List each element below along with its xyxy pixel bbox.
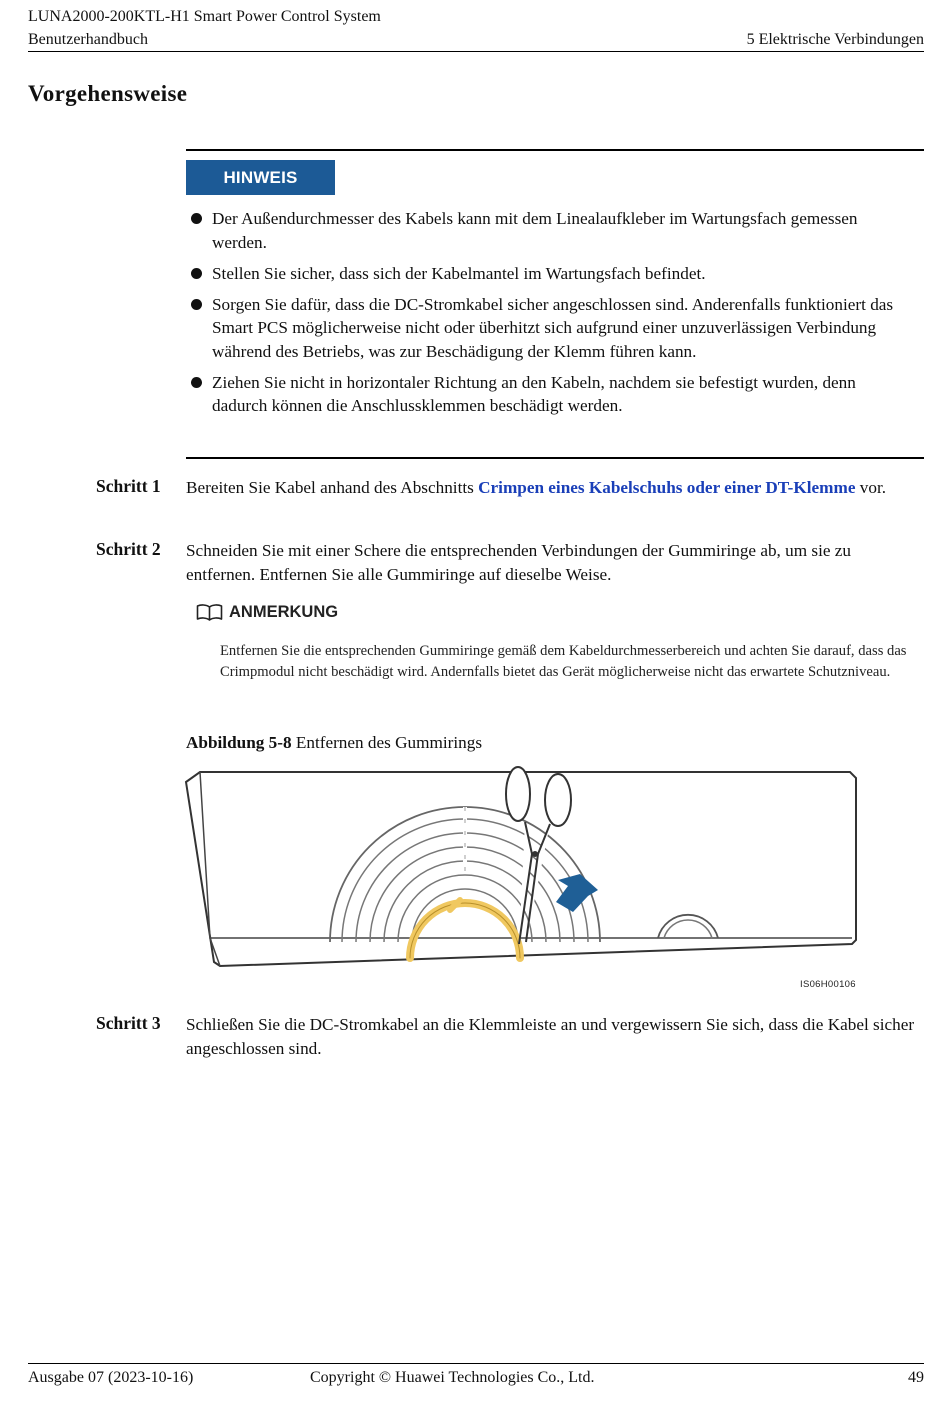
step-1-label: Schritt 1 bbox=[96, 476, 161, 496]
notice-bottom-rule bbox=[186, 457, 924, 459]
step-1-text-after: vor. bbox=[855, 478, 887, 497]
step-1-text-before: Bereiten Sie Kabel anhand des Abschnitts bbox=[186, 478, 479, 497]
list-item-text: Sorgen Sie dafür, dass die DC-Stromkabel sicher angeschlossen sind. Anderenfalls funktioniert das Smart PCS möglicherweise nicht oder überhitzt sich aufgrund einer unzuverlässigen Verbindung während des Betriebs, was zur Beschädigung der Klemm führen kann. bbox=[212, 294, 894, 361]
rubber-ring-removal-figure bbox=[180, 762, 870, 1002]
notice-top-rule bbox=[186, 149, 924, 151]
note-text: Entfernen Sie die entsprechenden Gummiringe gemäß dem Kabeldurchmesserbereich und achten Sie darauf, dass das Crimpmodul nicht beschädigt wird. Andernfalls bietet das Gerät möglicherweise nicht das erwartete Schutzniveau. bbox=[220, 643, 907, 680]
step-2-text: Schneiden Sie mit einer Schere die entsprechenden Verbindungen der Gummiringe ab, um sie zu entfernen. Entfernen Sie alle Gummiringe auf dieselbe Weise. bbox=[186, 541, 852, 584]
list-item-text: Ziehen Sie nicht in horizontaler Richtung an den Kabeln, nachdem sie befestigt wurden, denn dadurch können die Anschlussklemmen beschädigt werden. bbox=[212, 372, 856, 415]
section-title: Vorgehensweise bbox=[28, 81, 188, 106]
step-1-text bbox=[186, 476, 918, 500]
figure-caption bbox=[186, 733, 482, 753]
step-3-label: Schritt 3 bbox=[96, 1013, 161, 1033]
header-rule bbox=[28, 51, 924, 52]
footer-copyright: Copyright © Huawei Technologies Co., Ltd. bbox=[310, 1369, 595, 1386]
bullet-icon bbox=[191, 213, 202, 224]
figure-title: Entfernen des Gummirings bbox=[291, 733, 483, 752]
footer-edition: Ausgabe 07 (2023-10-16) bbox=[28, 1369, 194, 1386]
bullet-icon bbox=[191, 299, 202, 310]
list-item bbox=[186, 207, 914, 254]
notice-list bbox=[186, 207, 914, 425]
figure-number: Abbildung 5-8 bbox=[186, 733, 292, 752]
header-product: LUNA2000-200KTL-H1 Smart Power Control System bbox=[28, 8, 381, 25]
note-label: ANMERKUNG bbox=[229, 603, 339, 621]
notice-label: HINWEIS bbox=[186, 160, 335, 195]
step-3-text: Schließen Sie die DC-Stromkabel an die Klemmleiste an und vergewissern Sie sich, dass die Kabel sicher angeschlossen sind. bbox=[186, 1015, 915, 1058]
bullet-icon bbox=[191, 268, 202, 279]
header-chapter: 5 Elektrische Verbindungen bbox=[746, 31, 924, 48]
list-item-text: Der Außendurchmesser des Kabels kann mit dem Linealaufkleber im Wartungsfach gemessen werden. bbox=[212, 209, 858, 252]
note-heading bbox=[196, 601, 338, 623]
header-doc-type: Benutzerhandbuch bbox=[28, 31, 148, 48]
footer-page-number: 49 bbox=[908, 1369, 924, 1386]
figure-code: IS06H00106 bbox=[800, 979, 856, 990]
footer-rule bbox=[28, 1363, 924, 1364]
bullet-icon bbox=[191, 377, 202, 388]
book-icon bbox=[196, 603, 223, 621]
step-2-label: Schritt 2 bbox=[96, 539, 161, 559]
list-item-text: Stellen Sie sicher, dass sich der Kabelmantel im Wartungsfach befindet. bbox=[212, 263, 706, 283]
list-item bbox=[186, 262, 914, 286]
crimping-link[interactable]: Crimpen eines Kabelschuhs oder einer DT-Klemme bbox=[478, 478, 856, 497]
list-item bbox=[186, 371, 914, 418]
list-item bbox=[186, 293, 914, 364]
